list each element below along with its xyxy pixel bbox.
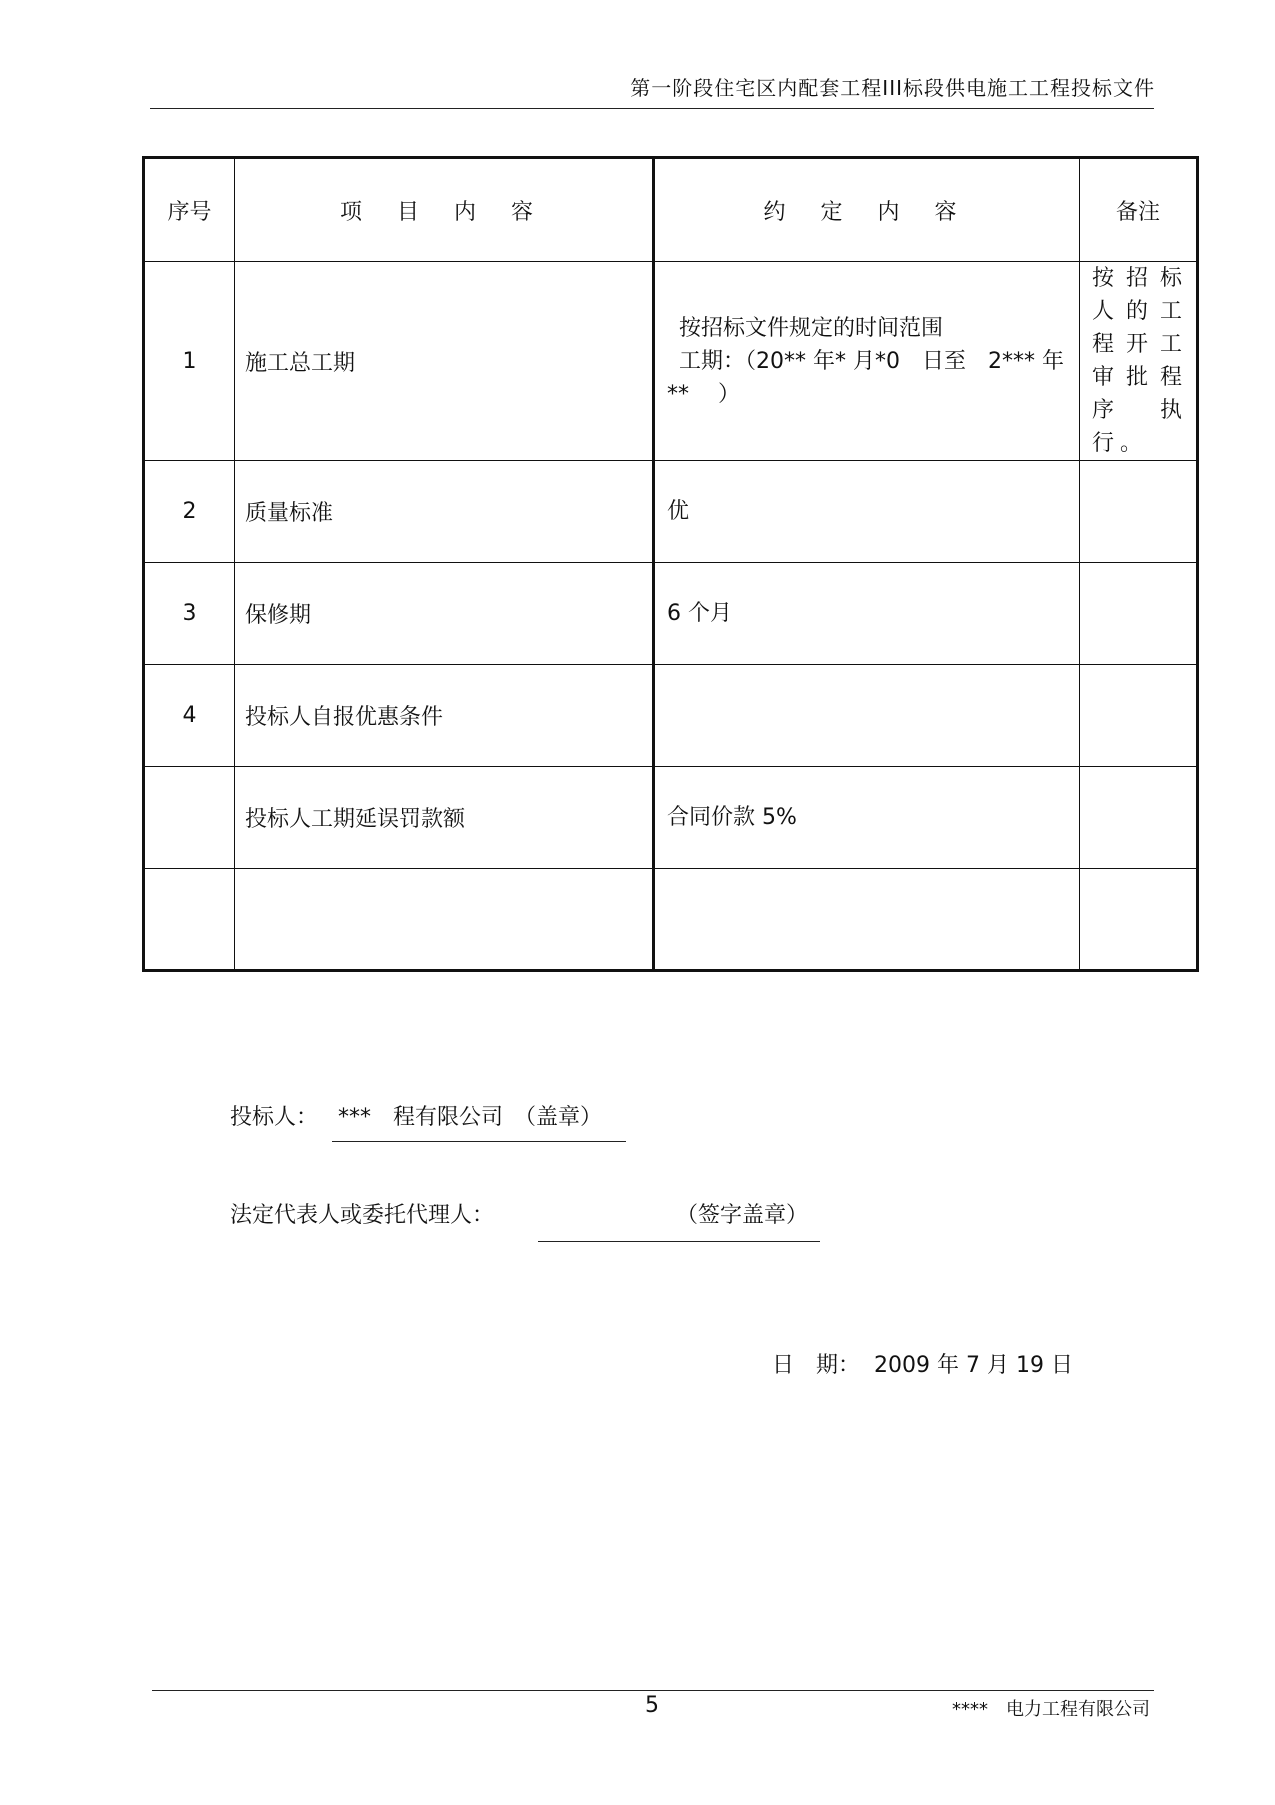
- column-header-agreed-text: 约 定 内 容: [763, 199, 971, 225]
- table-row: [144, 869, 1198, 971]
- table-header-row: [144, 158, 1198, 262]
- agreed-line-2: 工期：（20** 年* 月*0 日至 2*** 年: [679, 348, 1064, 374]
- table-row: [144, 262, 1198, 461]
- row-agreed: [654, 262, 1080, 461]
- bidder-underline: [332, 1141, 626, 1142]
- remark-text: 按招标人的工程开工审批程序执行。: [1092, 266, 1188, 456]
- row-remark: [1080, 869, 1198, 971]
- row-number: 4: [144, 665, 235, 767]
- row-number: 1: [144, 262, 235, 461]
- row-item: 施工总工期: [235, 262, 654, 461]
- row-remark: [1080, 563, 1198, 665]
- column-header-agreed: [654, 158, 1080, 262]
- bid-terms-table: [142, 156, 1199, 972]
- bidder-value: *** 程有限公司 （盖章）: [338, 1105, 603, 1130]
- column-header-item-text: 项 目 内 容: [340, 199, 547, 225]
- representative-underline: [538, 1241, 820, 1242]
- row-number: [144, 869, 235, 971]
- row-agreed: 合同价款 5%: [654, 767, 1080, 869]
- row-number: [144, 767, 235, 869]
- row-remark: [1080, 262, 1198, 461]
- row-item: 投标人工期延误罚款额: [235, 767, 654, 869]
- row-remark: [1080, 461, 1198, 563]
- header-title: 第一阶段住宅区内配套工程III标段供电施工工程投标文件: [630, 76, 1155, 100]
- row-number: 3: [144, 563, 235, 665]
- row-remark: [1080, 665, 1198, 767]
- table-row: [144, 665, 1198, 767]
- table-row: [144, 767, 1198, 869]
- column-header-no: 序号: [144, 158, 235, 262]
- bidder-label: 投标人：: [230, 1105, 319, 1130]
- page-number: 5: [645, 1693, 659, 1718]
- row-agreed: 优: [654, 461, 1080, 563]
- row-remark: [1080, 767, 1198, 869]
- footer-rule: [152, 1690, 1154, 1691]
- row-item: [235, 869, 654, 971]
- row-agreed: 6 个月: [654, 563, 1080, 665]
- date-label: 日 期：: [772, 1353, 861, 1378]
- row-item: 质量标准: [235, 461, 654, 563]
- column-header-remark: 备注: [1080, 158, 1198, 262]
- row-agreed: [654, 869, 1080, 971]
- agreed-line-1: 按招标文件规定的时间范围: [679, 315, 944, 341]
- row-agreed: [654, 665, 1080, 767]
- header-rule: [150, 108, 1154, 109]
- row-item: 保修期: [235, 563, 654, 665]
- table-row: [144, 461, 1198, 563]
- representative-value: （签字盖章）: [676, 1203, 809, 1228]
- column-header-item: [235, 158, 654, 262]
- row-number: 2: [144, 461, 235, 563]
- footer-company: **** 电力工程有限公司: [952, 1699, 1150, 1720]
- date-value: 2009 年 7 月 19 日: [874, 1353, 1073, 1378]
- agreed-line-3: ** ）: [667, 381, 740, 407]
- table-row: [144, 563, 1198, 665]
- representative-label: 法定代表人或委托代理人：: [230, 1203, 495, 1228]
- row-item: 投标人自报优惠条件: [235, 665, 654, 767]
